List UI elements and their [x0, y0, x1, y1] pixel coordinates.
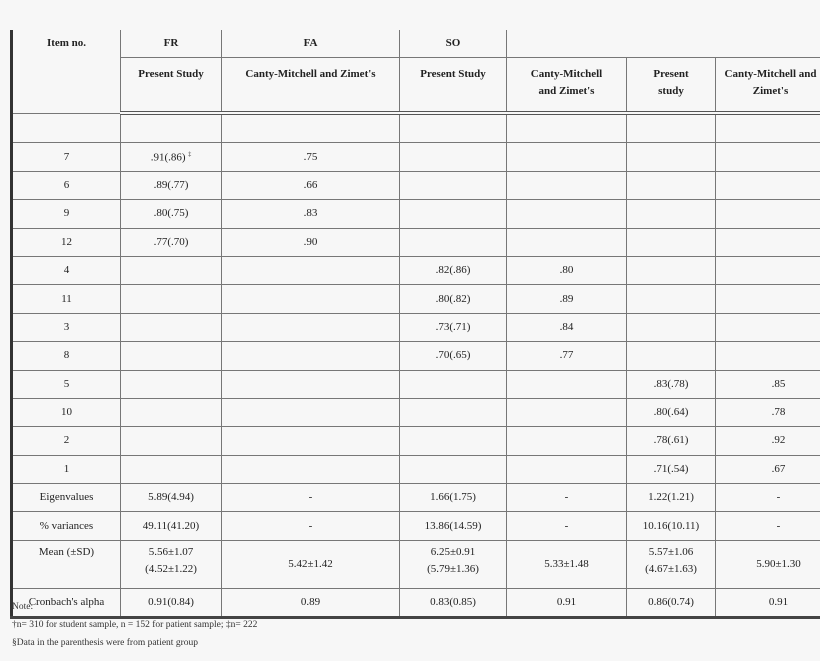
- table-cell: [121, 256, 222, 284]
- item-number: 9: [12, 200, 121, 228]
- loading-value: .71(.54): [653, 462, 689, 475]
- table-cell: [121, 370, 222, 398]
- table-cell: [121, 143, 222, 171]
- table-cell: [716, 313, 820, 341]
- table-cell: [222, 313, 400, 341]
- table-cell: [716, 171, 820, 199]
- table-cell: [627, 143, 716, 171]
- factor-loadings-table: [10, 30, 820, 619]
- subhead: Present study: [627, 57, 716, 113]
- mean-value: 5.33±1.48: [544, 557, 589, 570]
- loading-value: .90: [303, 235, 318, 248]
- table-cell: Mean (±SD): [12, 540, 121, 588]
- item-number: 10: [12, 398, 121, 426]
- table-cell: -: [222, 512, 400, 540]
- loading-value: .80(.75): [153, 207, 189, 220]
- empty-row: [12, 113, 820, 143]
- loading-value: .66: [303, 178, 318, 191]
- loading-value: .70(.65): [435, 349, 471, 362]
- table-cell: [121, 228, 222, 256]
- table-cell: [716, 398, 820, 426]
- table-cell: [400, 256, 507, 284]
- loading-value: .84: [559, 320, 574, 333]
- footnote-mark: ‡: [188, 152, 192, 159]
- table-cell: [627, 370, 716, 398]
- table-cell: [627, 427, 716, 455]
- table-cell: [400, 398, 507, 426]
- table-cell: [627, 200, 716, 228]
- table-cell: Cronbach's alpha: [12, 588, 121, 617]
- loading-value: .83: [303, 207, 318, 220]
- loading-value: .73(.71): [435, 320, 471, 333]
- table-cell: [222, 370, 400, 398]
- table-cell: [507, 285, 627, 313]
- table-cell: Eigenvalues: [12, 484, 121, 512]
- subhead: Present Study: [121, 57, 222, 113]
- item-number: 7: [12, 143, 121, 171]
- table-cell: [716, 228, 820, 256]
- table-cell: [716, 200, 820, 228]
- table-cell: [400, 228, 507, 256]
- table-cell: [121, 398, 222, 426]
- table-cell: [222, 200, 400, 228]
- item-number: 2: [12, 427, 121, 455]
- table-cell: 1.22(1.21): [627, 484, 716, 512]
- table-cell: -: [716, 512, 820, 540]
- loading-value: .80(.64): [653, 406, 689, 419]
- table-cell: [121, 342, 222, 370]
- loading-value: .82(.86): [435, 264, 471, 277]
- table-row: [12, 171, 820, 199]
- table-row: [12, 342, 820, 370]
- loading-value: .67: [771, 462, 786, 475]
- loading-value: .92: [771, 434, 786, 447]
- table-row: [12, 370, 820, 398]
- loading-value: .83(.78): [653, 377, 689, 390]
- table-cell: [507, 313, 627, 341]
- mean-value: (5.79±1.36): [427, 562, 479, 575]
- table-cell: [121, 313, 222, 341]
- table-cell: [121, 540, 222, 588]
- loading-value: .80(.82): [435, 292, 471, 305]
- table-cell: 0.89: [222, 588, 400, 617]
- table-row: [12, 398, 820, 426]
- table-cell: [222, 398, 400, 426]
- table-cell: [400, 285, 507, 313]
- table-cell: -: [222, 484, 400, 512]
- note-parenthesis: §Data in the parenthesis were from patient group: [12, 638, 198, 648]
- table-cell: [507, 228, 627, 256]
- loading-value: .78(.61): [653, 434, 689, 447]
- item-number: 8: [12, 342, 121, 370]
- table-row: [12, 143, 820, 171]
- table-cell: [716, 455, 820, 483]
- item-number: 6: [12, 171, 121, 199]
- table-cell: [222, 171, 400, 199]
- item-no-header: Item no.: [12, 30, 121, 113]
- table-cell: [121, 171, 222, 199]
- table-cell: [507, 370, 627, 398]
- mean-value: 5.56±1.07: [148, 545, 194, 558]
- table-cell: [507, 342, 627, 370]
- table-cell: 0.91: [716, 588, 820, 617]
- table-cell: [400, 200, 507, 228]
- table-cell: [121, 200, 222, 228]
- table-cell: [716, 370, 820, 398]
- table-cell: [222, 342, 400, 370]
- table-cell: [627, 455, 716, 483]
- table-cell: [400, 171, 507, 199]
- loading-value: .89(.77): [153, 178, 189, 191]
- table-cell: [716, 256, 820, 284]
- table-cell: [400, 143, 507, 171]
- loading-value: .78: [771, 406, 786, 419]
- table-cell: [716, 143, 820, 171]
- table-cell: [627, 256, 716, 284]
- table-cell: [121, 455, 222, 483]
- mean-value: 6.25±0.91: [430, 545, 476, 558]
- table-cell: [627, 285, 716, 313]
- table-cell: [400, 540, 507, 588]
- table-cell: [716, 342, 820, 370]
- table-cell: [507, 171, 627, 199]
- table-cell: 10.16(10.11): [627, 512, 716, 540]
- table-row: [12, 540, 820, 588]
- table-cell: [627, 228, 716, 256]
- table-cell: 1.66(1.75): [400, 484, 507, 512]
- table-cell: -: [507, 484, 627, 512]
- table-cell: [627, 342, 716, 370]
- table-row: [12, 256, 820, 284]
- table-row: [12, 285, 820, 313]
- table-notes: [12, 598, 257, 652]
- table-cell: 5.89(4.94): [121, 484, 222, 512]
- loading-value: .77(.70): [153, 235, 189, 248]
- subhead: Present Study: [400, 57, 507, 113]
- subhead: Canty-Mitchell and Zimet's: [222, 57, 400, 113]
- table-cell: 13.86(14.59): [400, 512, 507, 540]
- table-cell: -: [716, 484, 820, 512]
- table-cell: [400, 342, 507, 370]
- table-cell: [222, 256, 400, 284]
- header-row-groups: [12, 30, 820, 57]
- item-number: 5: [12, 370, 121, 398]
- loading-value: .91(.86): [150, 151, 186, 164]
- table-cell: % variances: [12, 512, 121, 540]
- table-row: [12, 200, 820, 228]
- table-cell: [627, 171, 716, 199]
- table-cell: 49.11(41.20): [121, 512, 222, 540]
- table-cell: [507, 455, 627, 483]
- table-cell: [507, 427, 627, 455]
- mean-value: (4.67±1.63): [645, 562, 697, 575]
- note-sample-size: †n= 310 for student sample, n = 152 for patient sample; ‡n= 222: [12, 620, 258, 630]
- table-cell: [400, 370, 507, 398]
- mean-value: 5.90±1.30: [756, 557, 801, 570]
- group-header-so: SO: [400, 30, 507, 57]
- loading-value: .80: [559, 264, 574, 277]
- table-cell: [507, 540, 627, 588]
- table-cell: [121, 285, 222, 313]
- table-cell: -: [507, 512, 627, 540]
- note-title: Note:: [12, 602, 34, 612]
- table-cell: [400, 455, 507, 483]
- table-row: [12, 455, 820, 483]
- group-header-fa: FA: [222, 30, 400, 57]
- table-cell: [627, 398, 716, 426]
- table-cell: [400, 313, 507, 341]
- item-number: 12: [12, 228, 121, 256]
- mean-value: 5.57±1.06: [648, 545, 694, 558]
- table-cell: [507, 256, 627, 284]
- table-row: [12, 484, 820, 512]
- loading-value: .85: [771, 377, 786, 390]
- item-number: 4: [12, 256, 121, 284]
- group-header-fr: FR: [121, 30, 222, 57]
- table-cell: [222, 540, 400, 588]
- table-cell: [507, 200, 627, 228]
- table-cell: [222, 228, 400, 256]
- table-cell: [507, 143, 627, 171]
- subhead: Canty-Mitchell and Zimet's: [507, 57, 627, 113]
- table-cell: 0.83(0.85): [400, 588, 507, 617]
- table-cell: [507, 398, 627, 426]
- table-cell: [222, 285, 400, 313]
- table-cell: [716, 285, 820, 313]
- table-cell: [716, 427, 820, 455]
- table-cell: 0.91: [507, 588, 627, 617]
- item-number: 11: [12, 285, 121, 313]
- loading-value: .75: [303, 150, 318, 163]
- table-row: [12, 228, 820, 256]
- item-number: 3: [12, 313, 121, 341]
- mean-value: (4.52±1.22): [145, 562, 197, 575]
- loading-value: .77: [559, 349, 574, 362]
- table-cell: [121, 427, 222, 455]
- loading-value: .89: [559, 292, 574, 305]
- table-row: [12, 427, 820, 455]
- table-row: [12, 313, 820, 341]
- mean-value: 5.42±1.42: [288, 557, 333, 570]
- header-row-subheads: [12, 57, 820, 113]
- item-number: 1: [12, 455, 121, 483]
- table-cell: [400, 427, 507, 455]
- table-cell: [222, 455, 400, 483]
- table-cell: [627, 540, 716, 588]
- table-cell: [716, 540, 820, 588]
- table-cell: [222, 143, 400, 171]
- table-row: [12, 512, 820, 540]
- table-cell: [627, 313, 716, 341]
- table-cell: 0.91(0.84): [121, 588, 222, 617]
- group-header-empty: [507, 30, 820, 57]
- table-cell: [222, 427, 400, 455]
- table-cell: 0.86(0.74): [627, 588, 716, 617]
- subhead: Canty-Mitchell and Zimet's: [716, 57, 820, 113]
